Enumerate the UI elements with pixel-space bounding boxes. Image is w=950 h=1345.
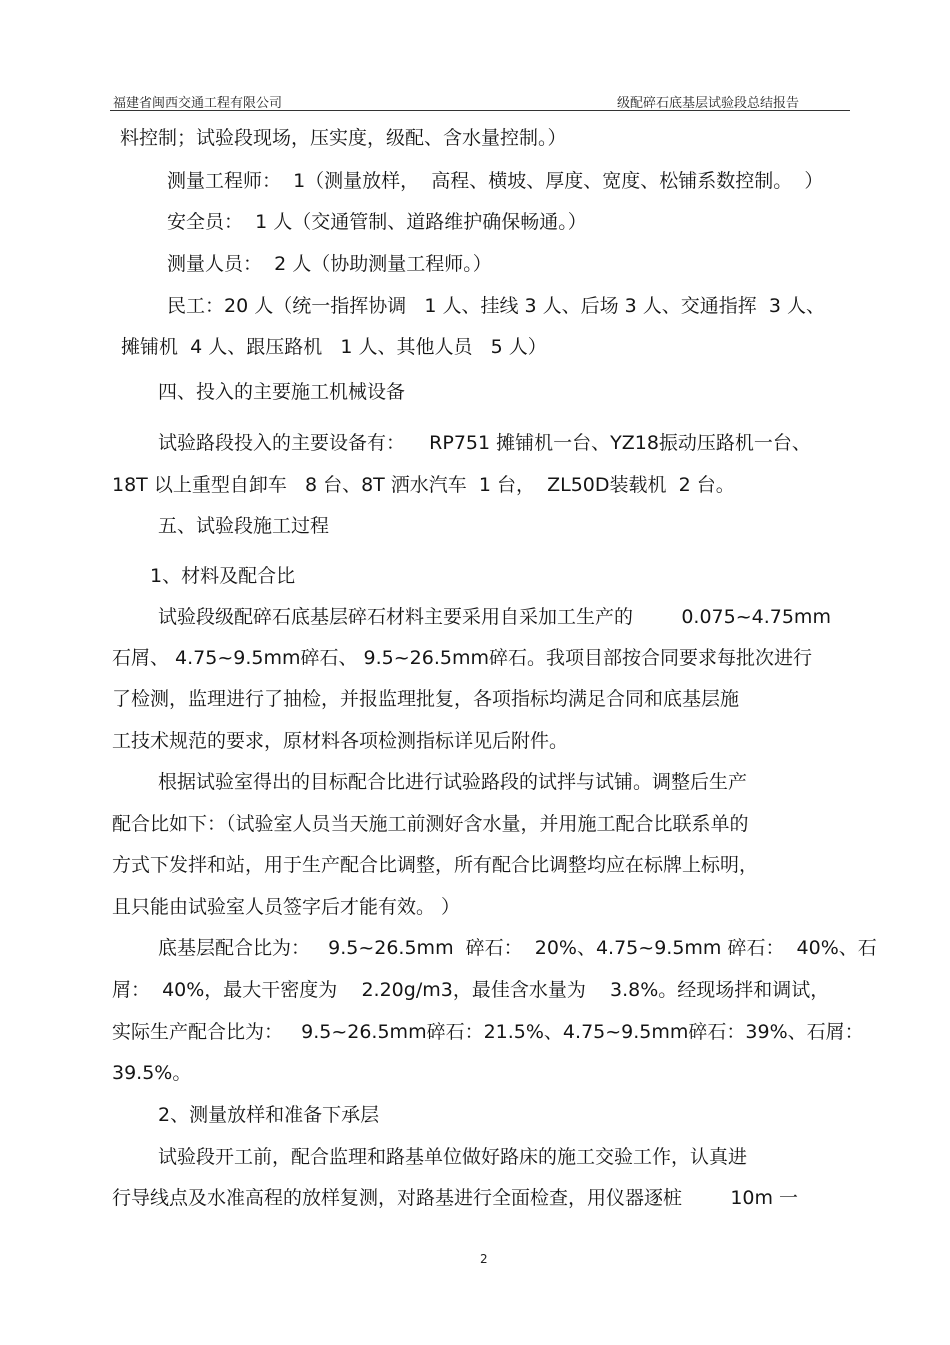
body-line: 石屑、 4.75~9.5mm碎石、 9.5~26.5mm碎石。我项目部按合同要求每批次进行 [112, 647, 812, 669]
body-line: 民工：20 人（统一指挥协调 1 人、挂线 3 人、后场 3 人、交通指挥 3 人、 [167, 295, 826, 317]
body-line: 摊铺机 4 人、跟压路机 1 人、其他人员 5 人） [121, 336, 547, 358]
body-line: 实际生产配合比为： 9.5~26.5mm碎石：21.5%、4.75~9.5mm碎石：39%、石屑： [112, 1021, 864, 1043]
section-heading: 四、投入的主要施工机械设备 [158, 381, 406, 403]
body-line: 配合比如下：（试验室人员当天施工前测好含水量，并用施工配合比联系单的 [112, 813, 749, 835]
body-line: 安全员： 1 人（交通管制、道路维护确保畅通。） [167, 211, 587, 233]
body-line: 18T 以上重型自卸车 8 台、8T 洒水汽车 1 台， ZL50D装载机 2 台。 [112, 474, 735, 496]
body-line: 试验路段投入的主要设备有： RP751 摊铺机一台、YZ18振动压路机一台、 [158, 432, 811, 454]
body-line: 试验段级配碎石底基层碎石材料主要采用自采加工生产的 0.075~4.75mm [158, 606, 831, 628]
body-line: 屑： 40%，最大干密度为 2.20g/m3，最佳含水量为 3.8%。经现场拌和调试， [112, 979, 830, 1001]
page-number: 2 [480, 1252, 488, 1266]
header-report-title: 级配碎石底基层试验段总结报告 [617, 96, 800, 111]
body-line: 行导线点及水准高程的放样复测，对路基进行全面检查，用仪器逐桩 10m 一 [112, 1187, 799, 1209]
header-rule [110, 110, 850, 111]
body-line: 测量人员： 2 人（协助测量工程师。） [167, 253, 492, 275]
body-line: 底基层配合比为： 9.5~26.5mm 碎石： 20%、4.75~9.5mm 碎石： 40%、石 [158, 937, 877, 959]
body-line: 料控制；试验段现场，压实度，级配、含水量控制。） [120, 127, 567, 149]
subsection-heading: 2、测量放样和准备下承层 [158, 1104, 380, 1126]
body-line: 试验段开工前，配合监理和路基单位做好路床的施工交验工作，认真进 [158, 1146, 748, 1168]
subsection-heading: 1、材料及配合比 [150, 565, 296, 587]
body-line: 工技术规范的要求，原材料各项检测指标详见后附件。 [112, 730, 569, 752]
body-line: 了检测，监理进行了抽检，并报监理批复，各项指标均满足合同和底基层施 [112, 688, 740, 710]
body-line: 测量工程师： 1（测量放样， 高程、横坡、厚度、宽度、松铺系数控制。 ） [167, 170, 824, 192]
header-company: 福建省闽西交通工程有限公司 [113, 96, 283, 111]
body-line: 方式下发拌和站，用于生产配合比调整，所有配合比调整均应在标牌上标明， [112, 854, 759, 876]
section-heading: 五、试验段施工过程 [158, 515, 330, 537]
body-line: 根据试验室得出的目标配合比进行试验路段的试拌与试铺。调整后生产 [158, 771, 748, 793]
body-line: 且只能由试验室人员签字后才能有效。 ） [112, 896, 461, 918]
body-line: 39.5%。 [112, 1062, 192, 1084]
